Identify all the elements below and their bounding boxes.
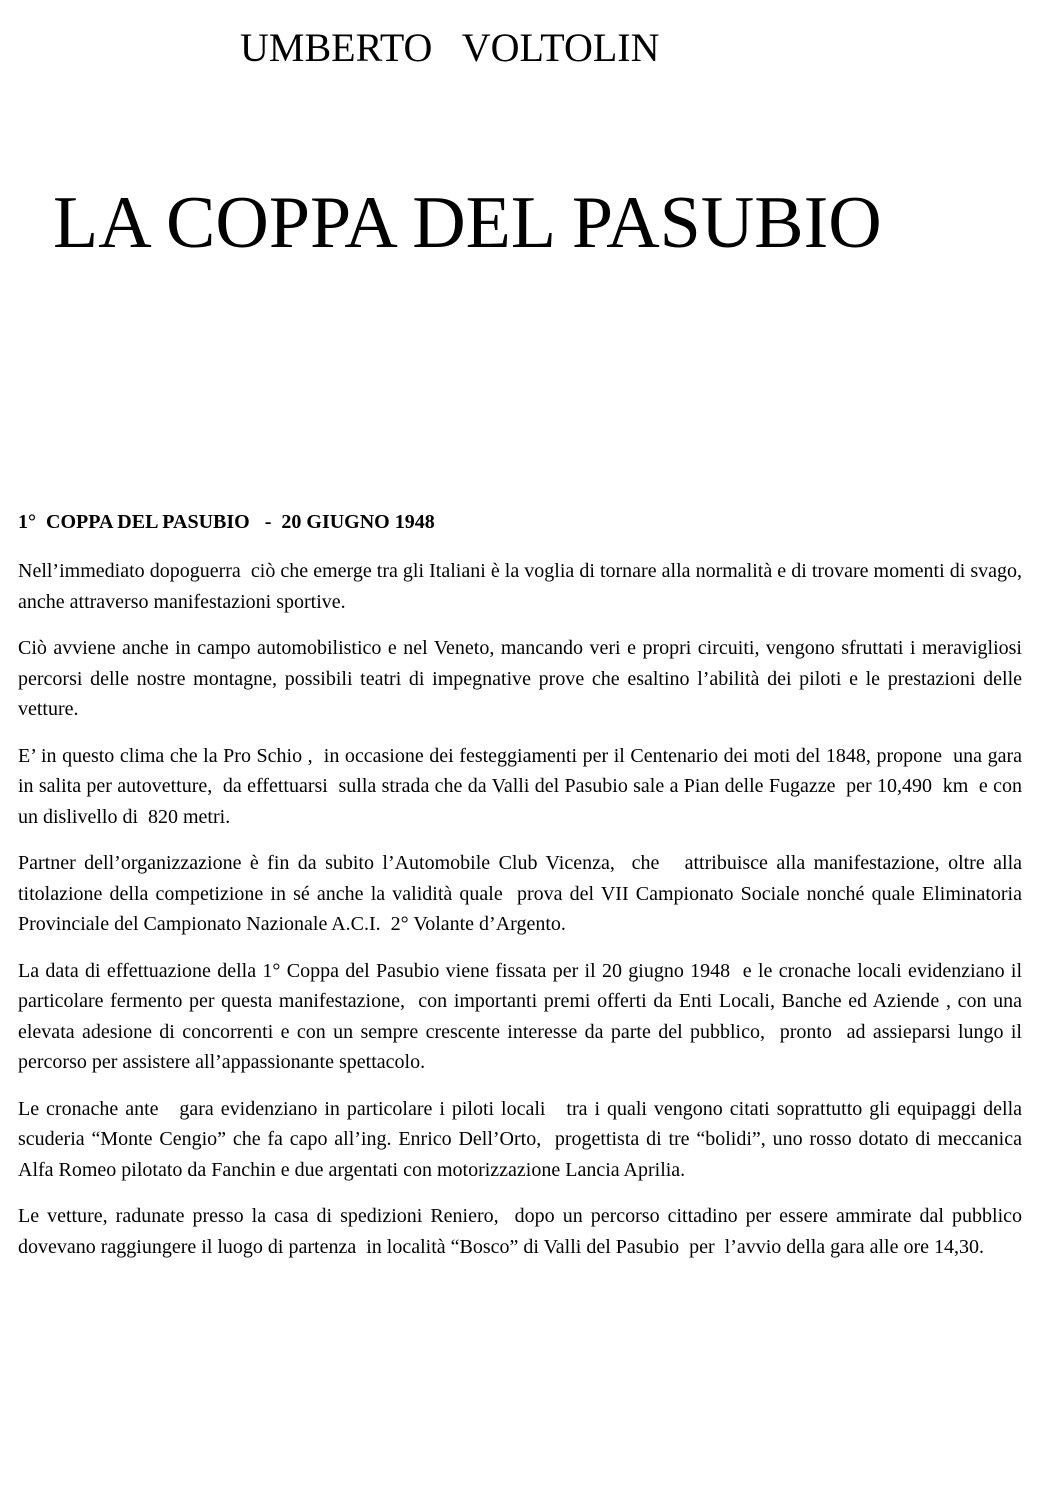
paragraph-3: E’ in questo clima che la Pro Schio , in occasione dei festeggiamenti per il Centenario dei moti del 1848, propone una gara in salita per autovetture, da effettuarsi sulla strada che da Valli del Pasubio sale a Pian delle Fugazze per 10,490 km e con un dislivello di 820 metri. (18, 744, 1027, 828)
paragraph-6: Le cronache ante gara evidenziano in particolare i piloti locali tra i quali vengono citati soprattutto gli equipaggi della scuderia “Monte Cengio” che fa capo all’ing. Enrico Dell’Orto, progettista di tre “bolidi”, uno rosso dotato di meccanica Alfa Romeo pilotato da Fanchin e due argentati con motorizzazione Lancia Aprilia. (18, 1097, 1027, 1181)
paragraph-2: Ciò avviene anche in campo automobilistico e nel Veneto, mancando veri e propri circuiti, vengono sfruttati i meravigliosi percorsi delle nostre montagne, possibili teatri di impegnative prove che esaltino l’abilità dei piloti e le prestazioni delle vetture. (18, 637, 1027, 720)
paragraph-1: Nell’immediato dopoguerra ciò che emerge tra gli Italiani è la voglia di tornare alla normalità e di trovare momenti di svago, anche attraverso manifestazioni sportive. (18, 560, 1027, 613)
section-heading: 1° COPPA DEL PASUBIO - 20 GIUGNO 1948 (18, 511, 435, 533)
paragraph-5: La data di effettuazione della 1° Coppa del Pasubio viene fissata per il 20 giugno 1948 e le cronache locali evidenziano il particolare fermento per questa manifestazione, con importanti premi offerti da Enti Locali, Banche ed Aziende , con una elevata adesione di concorrenti e con un sempre crescente interesse da parte del pubblico, pronto ad assieparsi lungo il percorso per assistere all’appassionante spettacolo. (18, 959, 1027, 1073)
author-name: UMBERTO VOLTOLIN (240, 25, 660, 70)
paragraph-7: Le vetture, radunate presso la casa di spedizioni Reniero, dopo un percorso cittadino per essere ammirate dal pubblico dovevano raggiungere il luogo di partenza in località “Bosco” di Valli del Pasubio per l’avvio della gara alle ore 14,30. (18, 1205, 1027, 1258)
document-title: LA COPPA DEL PASUBIO (53, 182, 882, 264)
article-body (18, 508, 1027, 1278)
paragraph-4: Partner dell’organizzazione è fin da subito l’Automobile Club Vicenza, che attribuisce alla manifestazione, oltre alla titolazione della competizione in sé anche la validità quale prova del VII Campionato Sociale nonché quale Eliminatoria Provinciale del Campionato Nazionale A.C.I. 2° Volante d’Argento. (18, 852, 1027, 935)
